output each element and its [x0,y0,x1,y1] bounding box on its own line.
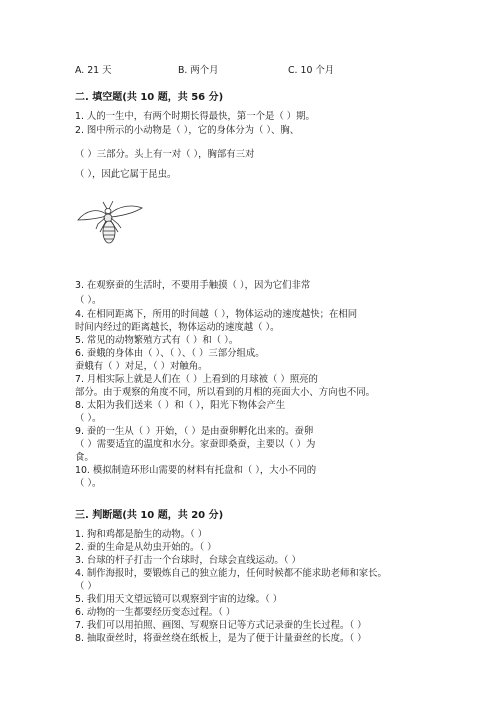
question-line: 4. 制作海报时，要锻炼自己的独立能力，任何时候都不能求助老师和家长。 [75,568,387,579]
option-a: A. 21 天 [75,65,112,76]
question-line: 3. 台球的杆子打击一个台球时，台球会直线运动。（ ） [75,555,301,566]
question-line: （ ）需要适宜的温度和水分。家蚕即桑蚕，主要以（ ）为 [75,439,316,450]
question-line: 8. 抽取蚕丝时，将蚕丝绕在纸板上，是为了便于计量蚕丝的长度。（ ） [75,633,367,644]
antenna [109,201,113,209]
question-line: （ ）三部分。头上有一对（ ），胸部有三对 [75,149,255,160]
question-line: 6. 动物的一生都要经历变态过程。（ ） [75,607,236,618]
question-line: 7. 月相实际上就是人们在（ ）上看到的月球被（ ）照亮的 [75,374,318,385]
question-line: 10. 模拟制造环形山需要的材料有托盘和（ ），大小不同的 [75,465,317,476]
question-line: 6. 蚕蛾的身体由（ ）、（ ）、（ ）三部分组成。 [75,348,265,359]
question-line: 1. 人的一生中，有两个时期长得最快，第一个是（ ）期。 [75,111,315,122]
question-line: 4. 在相同距离下，所用的时间越（ ），物体运动的速度越快；在相同 [75,309,358,320]
section-heading-fill-in: 二. 填空题(共 10 题，共 56 分) [75,92,224,103]
question-line: 9. 蚕的一生从（ ）开始，（ ）是由蚕卵孵化出来的。蚕卵 [75,426,314,437]
question-line: 部分。由于观察的角度不同，所以看到的月相的亮面大小、方向也不同。 [75,387,376,398]
antenna [103,202,107,209]
question-line: 3. 在观察蚕的生活时，不要用手触摸（ ），因为它们非常 [75,280,311,291]
question-line: 时间内经过的距离越长，物体运动的速度越（ ）。 [75,322,280,333]
left-wing [78,211,106,220]
question-line: （ ）。 [75,478,102,489]
bee-figure [76,196,144,248]
question-line: 7. 我们可以用拍照、画图、写观察日记等方式记录蚕的生长过程。（ ） [75,620,367,631]
section-heading-true-false: 三. 判断题(共 10 题，共 20 分) [75,510,224,521]
question-line: 蚕蛾有（ ）对足，（ ）对触角。 [75,361,208,372]
option-c: C. 10 个月 [288,65,335,76]
question-line: 8. 太阳为我们送来（ ）和（ ），阳光下物体会产生 [75,400,286,411]
question-line: 2. 图中所示的小动物是（ ），它的身体分为（ ）、胸、 [75,125,300,136]
option-b: B. 两个月 [178,65,219,76]
question-line: 食。 [75,452,94,463]
question-line: 2. 蚕的生命是从幼虫开始的。（ ） [75,542,217,553]
question-line: （ ），因此它属于昆虫。 [75,169,177,180]
question-line: 5. 常见的动物繁殖方式有（ ）和（ ）。 [75,335,239,346]
question-line: 5. 我们用天文望远镜可以观察到宇宙的边缘。（ ） [75,594,283,605]
question-line: 1. 狗和鸡都是胎生的动物。（ ） [75,529,208,540]
question-line: （ ） [75,581,97,592]
question-line: （ ）。 [75,413,102,424]
bee-head [105,209,111,214]
right-wing [110,206,142,217]
question-line: （ ）。 [75,295,102,306]
